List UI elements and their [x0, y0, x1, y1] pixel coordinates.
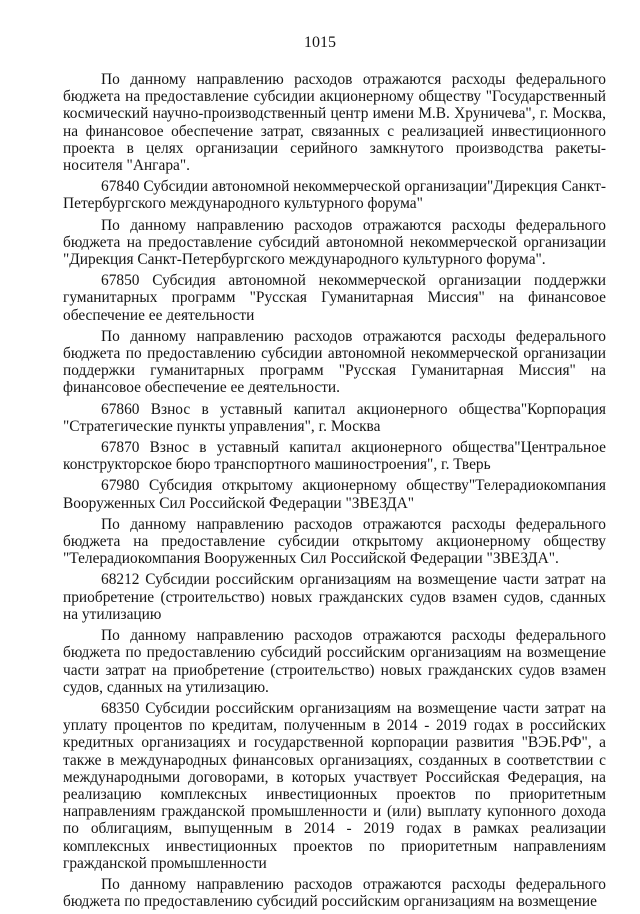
- code-68212: 68212 Субсидии российским организациям на возмещение части затрат на приобретение (строительство) новых гражданских судов взамен судов, сданных на утилизацию: [63, 571, 606, 623]
- code-67980: 67980 Субсидия открытому акционерному обществу"Телерадиокомпания Вооруженных Сил Российской Федерации "ЗВЕЗДА": [63, 477, 606, 512]
- page-number: 1015: [304, 34, 336, 51]
- paragraph-1: По данному направлению расходов отражаются расходы федерального бюджета на предоставление субсидии акционерному обществу "Государственный космический научно-производственный центр имени М.В. Хруничева", г. Москва, на финансовое обеспечение затрат, связанных с реализацией инвестиционного проекта в целях организации серийного замкнутого производства ракеты-носителя "Ангара".: [63, 71, 606, 175]
- paragraph-2: По данному направлению расходов отражаются расходы федерального бюджета на предоставление субсидий автономной некоммерческой организации "Дирекция Санкт-Петербургского международного культурного форума".: [63, 216, 606, 269]
- code-68350: 68350 Субсидии российским организациям на возмещение части затрат на уплату процентов по кредитам, полученным в 2014 - 2019 годах в российских кредитных организациях и государственной корпорации развития "ВЭБ.РФ", а также в международных финансовых организациях, созданных в соответствии с международными договорами, в которых участвует Российская Федерация, на реализацию комплексных инвестиционных проектов по приоритетным направлениям гражданской промышленности и (или) выплату купонного дохода по облигациям, выпущенным в 2014 - 2019 годах в рамках реализации комплексных инвестиционных проектов по приоритетным направлениям гражданской промышленности: [63, 699, 606, 872]
- code-67870: 67870 Взнос в уставный капитал акционерного общества"Центральное конструкторское бюро транспортного машиностроения", г. Тверь: [63, 439, 606, 474]
- document-body: [63, 71, 606, 914]
- code-67860: 67860 Взнос в уставный капитал акционерного общества"Корпорация "Стратегические пункты управления", г. Москва: [63, 400, 606, 435]
- code-67850: 67850 Субсидия автономной некоммерческой организации поддержки гуманитарных программ "Русская Гуманитарная Миссия" на финансовое обеспечение ее деятельности: [63, 272, 606, 324]
- code-67840: 67840 Субсидии автономной некоммерческой организации"Дирекция Санкт-Петербургского международного культурного форума": [63, 178, 606, 213]
- paragraph-6: По данному направлению расходов отражаются расходы федерального бюджета по предоставлению субсидий российским организациям на возмещение: [63, 875, 606, 911]
- paragraph-3: По данному направлению расходов отражаются расходы федерального бюджета по предоставлению субсидии автономной некоммерческой организации поддержки гуманитарных программ "Русская Гуманитарная Миссия" на финансовое обеспечение ее деятельности.: [63, 327, 606, 397]
- paragraph-4: По данному направлению расходов отражаются расходы федерального бюджета на предоставление субсидии открытому акционерному обществу "Телерадиокомпания Вооруженных Сил Российской Федерации "ЗВЕЗДА".: [63, 515, 606, 568]
- paragraph-5: По данному направлению расходов отражаются расходы федерального бюджета по предоставлению субсидий российским организациям на возмещение части затрат на приобретение (строительство) новых гражданских судов взамен судов, сданных на утилизацию.: [63, 627, 606, 696]
